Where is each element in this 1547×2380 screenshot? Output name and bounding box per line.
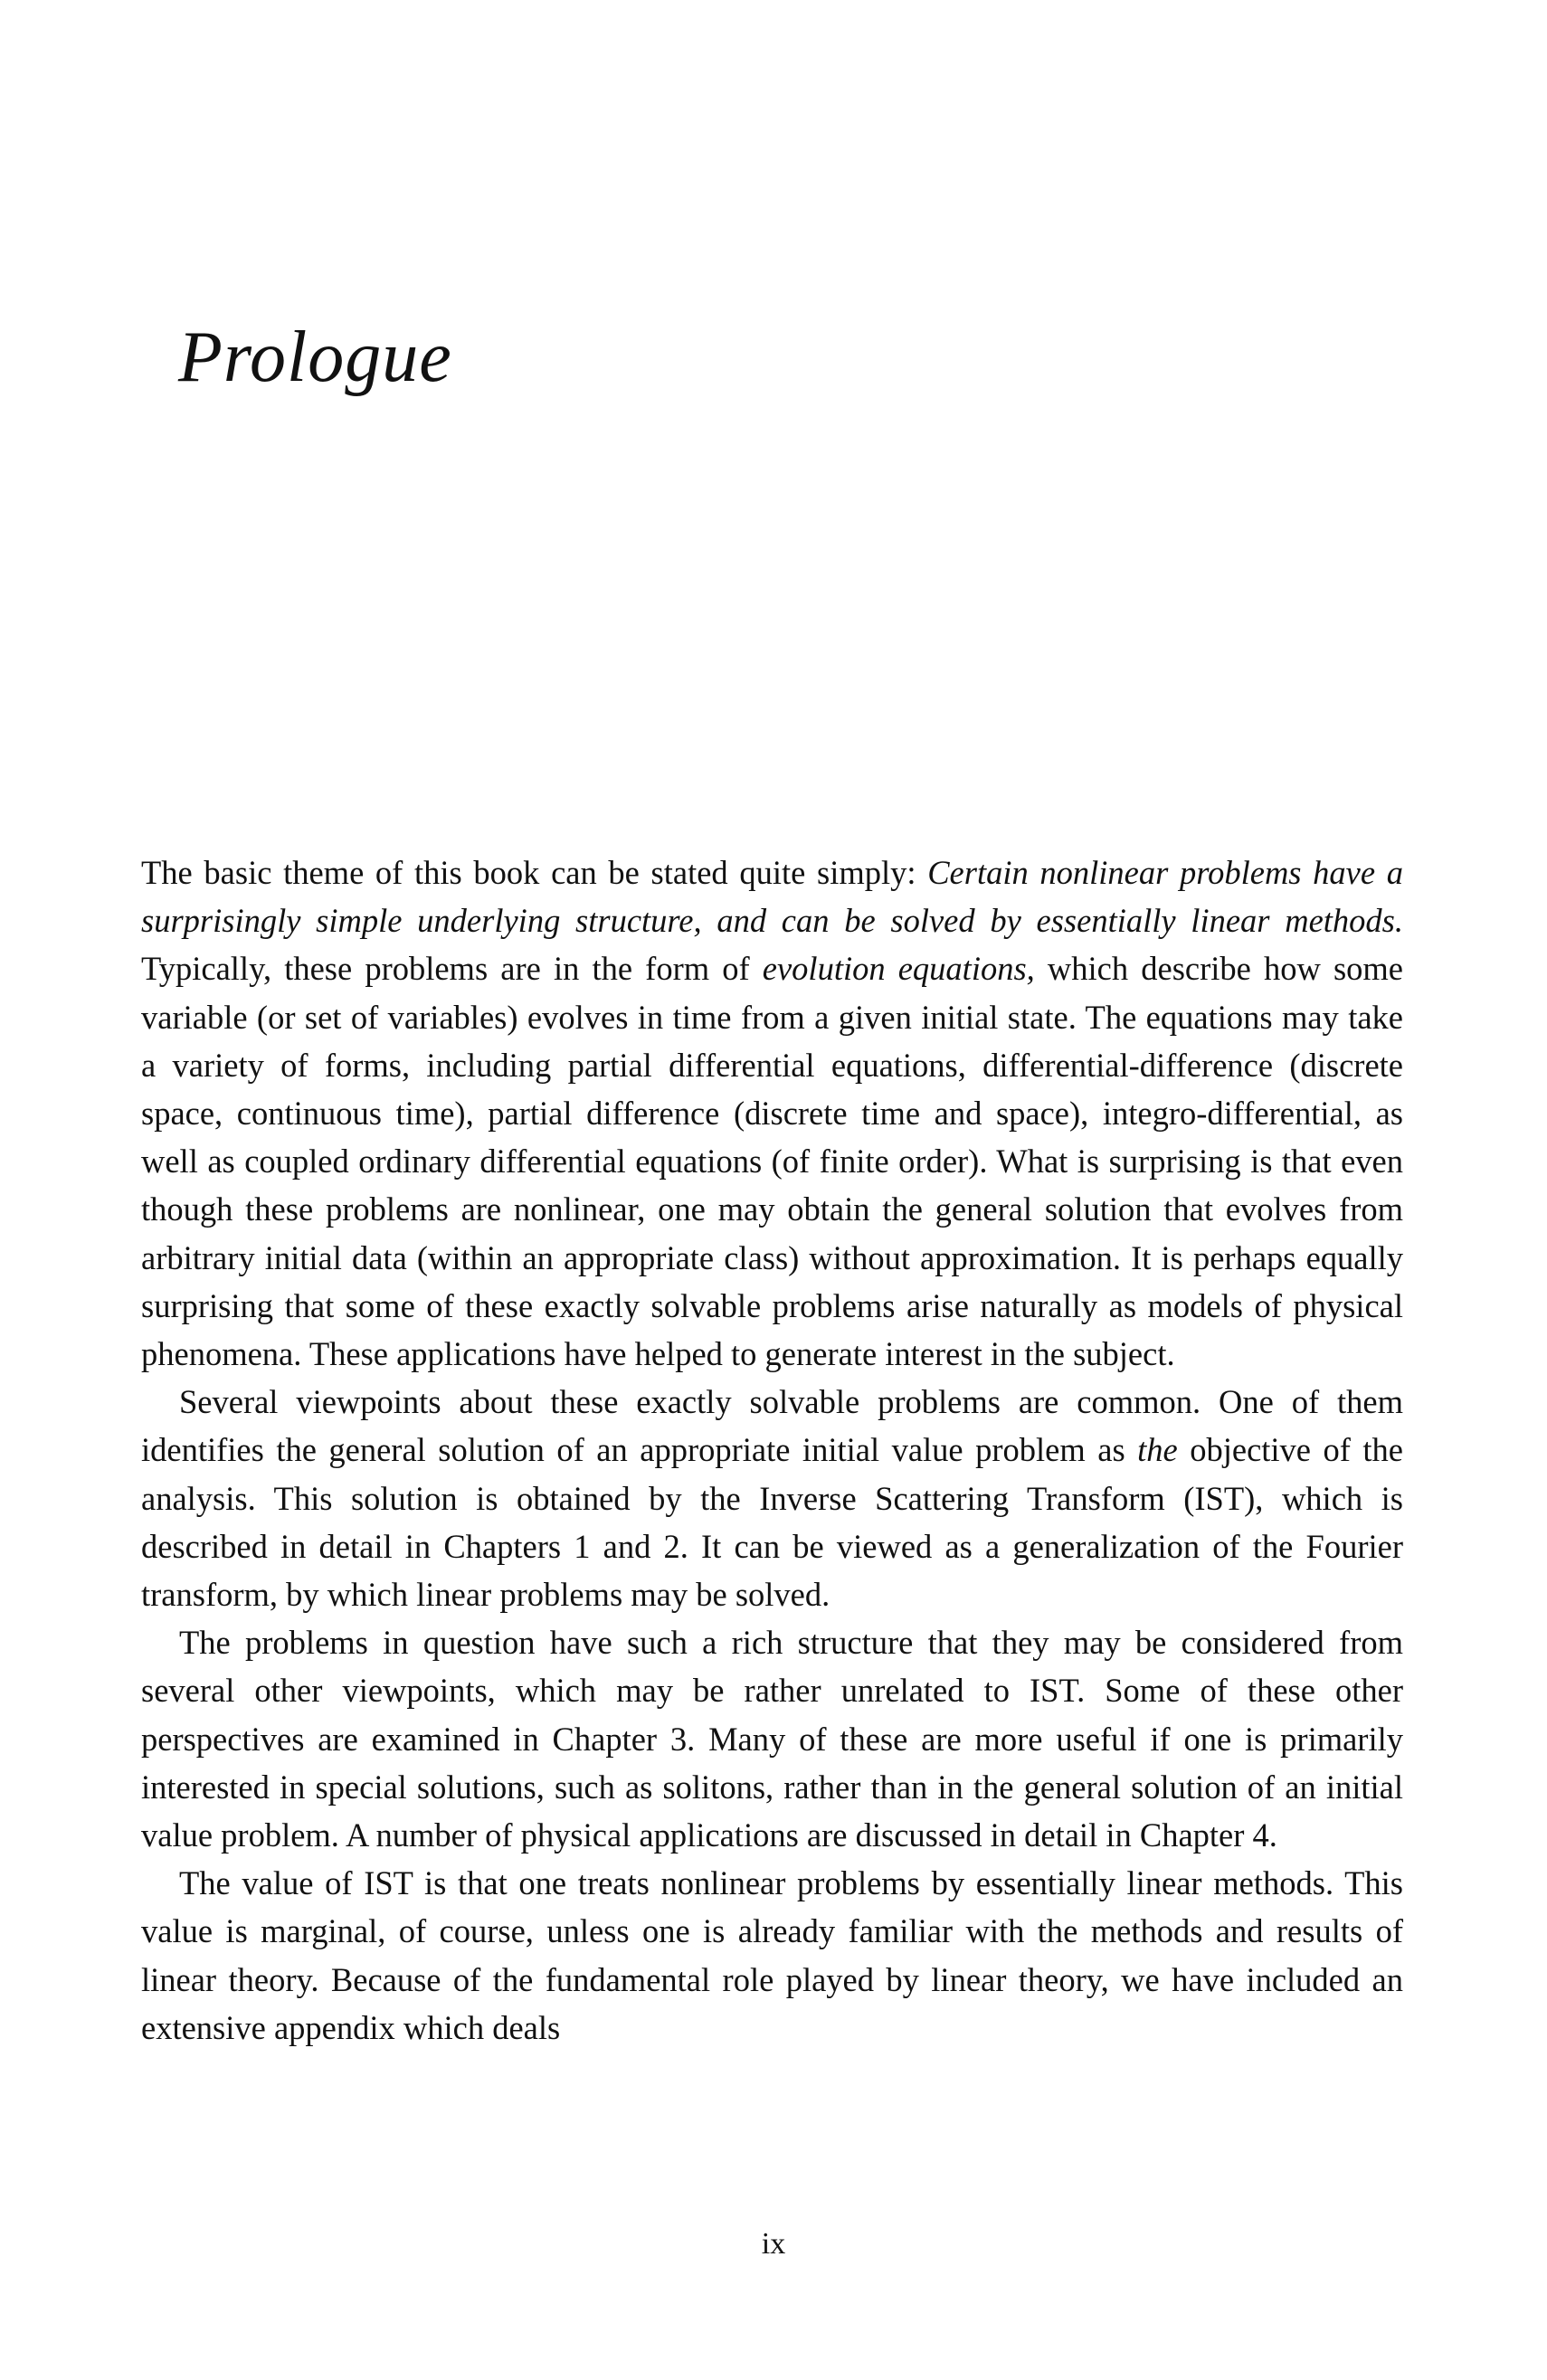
italic-segment: the <box>1137 1431 1178 1469</box>
paragraph <box>141 1859 1403 2052</box>
chapter-title: Prologue <box>178 318 452 397</box>
text-segment: Typically, these problems are in the form of <box>141 950 763 988</box>
text-segment: The problems in question have such a rich structure that they may be considered from several other viewpoints, which may be rather unrelated to IST. Some of these other perspectives are examined in Chapter 3. Many of these are more useful if one is primarily interested in special solutions, such as solitons, rather than in the general solution of an initial value problem. A number of physical applications are discussed in detail in Chapter 4. <box>141 1624 1403 1854</box>
paragraph <box>141 1618 1403 1859</box>
italic-segment: evolution equations, <box>762 950 1035 988</box>
italic-segment: Certain nonlinear problems have a surprisingly simple underlying structure, and can be solved by essentially linear methods. <box>141 854 1403 940</box>
page-number: ix <box>761 2227 786 2261</box>
text-segment: The value of IST is that one treats nonlinear problems by essentially linear methods. This value is marginal, of course, unless one is already familiar with the methods and results of linear theory. Because of the fundamental role played by linear theory, we have included an extensive appendix which deals <box>141 1864 1403 2046</box>
body-text <box>141 849 1403 2052</box>
paragraph <box>141 1378 1403 1618</box>
text-segment: objective of the analysis. This solution is obtained by the Inverse Scattering Transform (IST), which is described in detail in Chapters 1 and 2. It can be viewed as a generalization of the Fourier transform, by which linear problems may be solved. <box>141 1431 1403 1614</box>
text-segment: The basic theme of this book can be stated quite simply: <box>141 854 928 891</box>
text-segment: Several viewpoints about these exactly solvable problems are common. One of them identifies the general solution of an appropriate initial value problem as <box>141 1383 1403 1469</box>
paragraph <box>141 849 1403 1378</box>
text-segment: which describe how some variable (or set of variables) evolves in time from a given initial state. The equations may take a variety of forms, including partial differential equations, differential-difference (discrete space, continuous time), partial difference (discrete time and space), integro-differential, as well as coupled ordinary differential equations (of finite order). What is surprising is that even though these problems are nonlinear, one may obtain the general solution that evolves from arbitrary initial data (within an appropriate class) without approximation. It is perhaps equally surprising that some of these exactly solvable problems arise naturally as models of physical phenomena. These applications have helped to generate interest in the subject. <box>141 950 1403 1373</box>
